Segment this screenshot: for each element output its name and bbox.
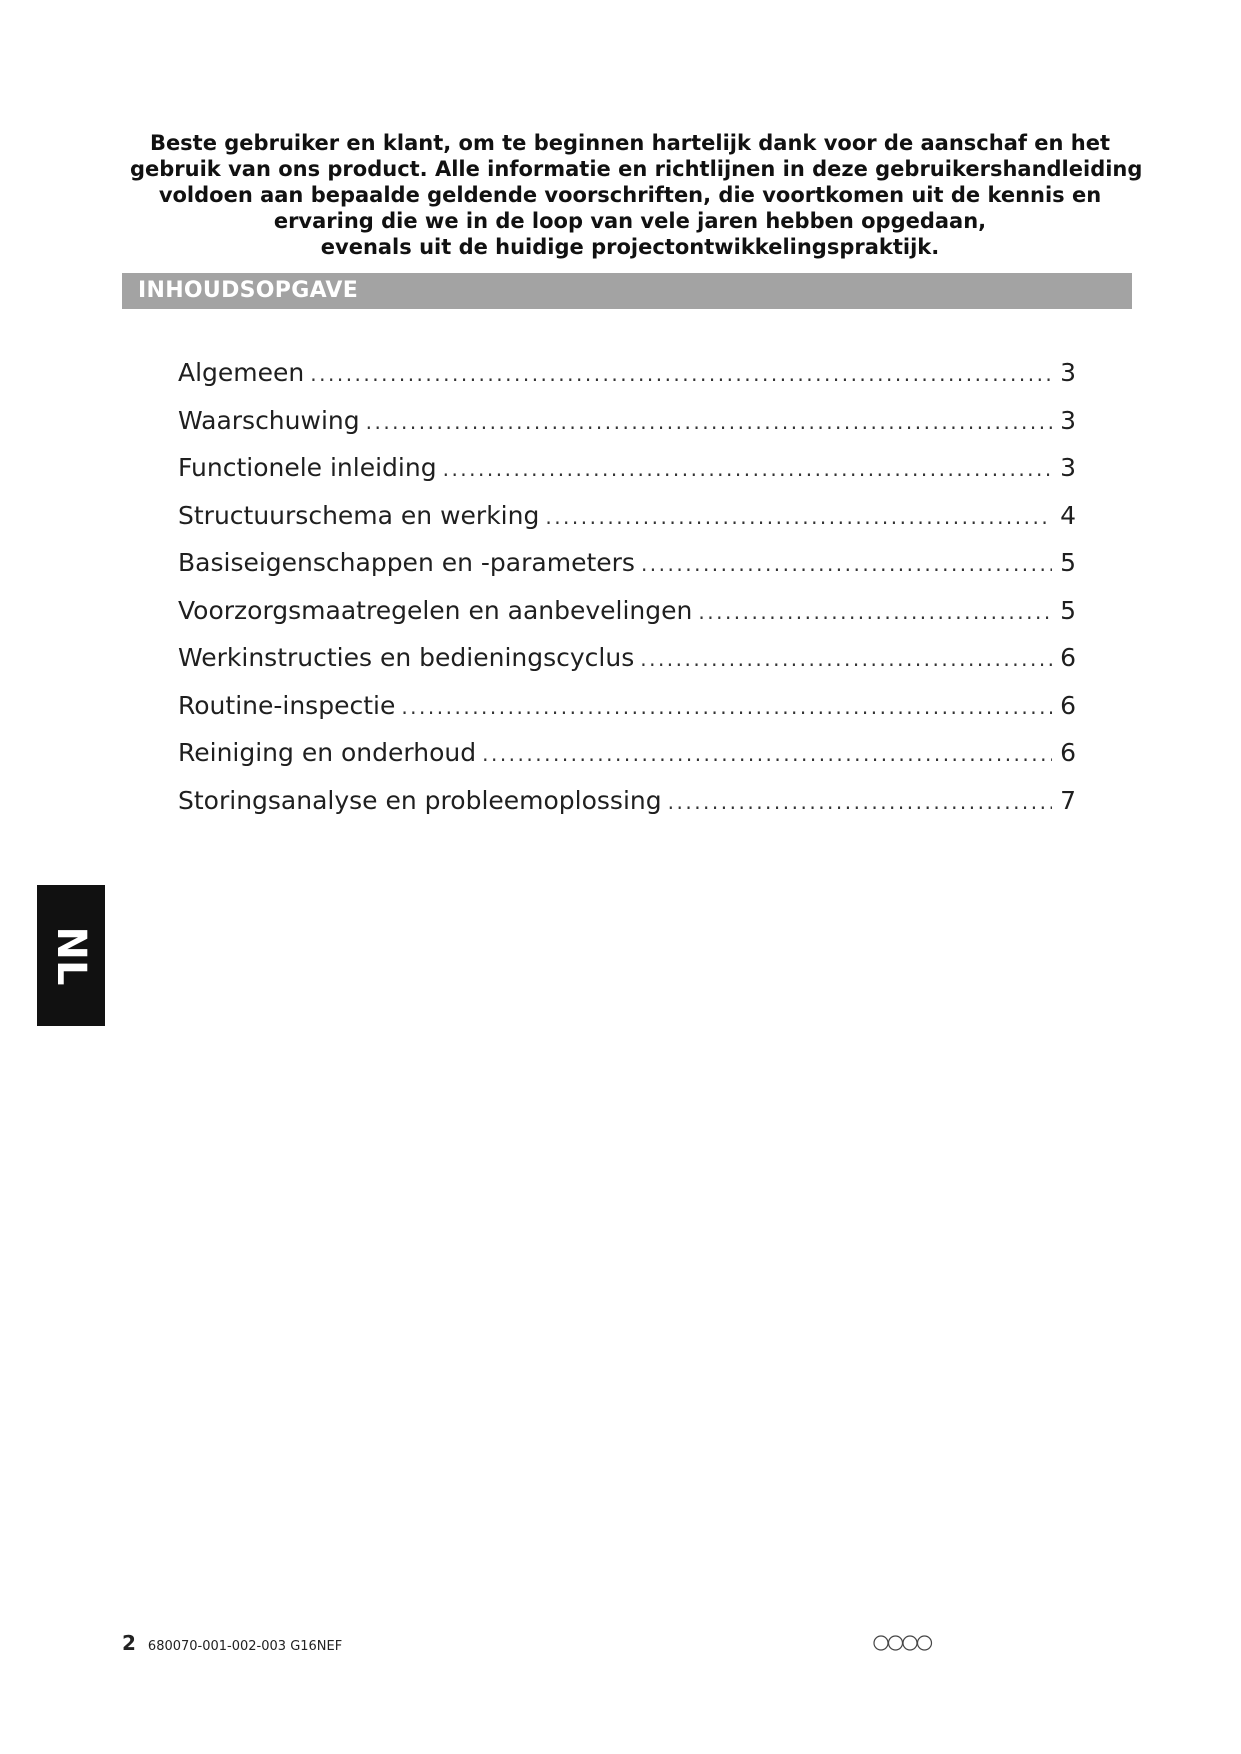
ring-1 [874, 1636, 888, 1650]
toc-entry-title: Reiniging en onderhoud [178, 738, 477, 767]
dot-leader [366, 410, 1052, 434]
toc-entry[interactable] [178, 406, 1076, 454]
intro-line: evenals uit de huidige projectontwikkelingspraktijk. [320, 235, 940, 259]
toc-entry-page: 3 [1060, 358, 1076, 387]
ring-2 [889, 1636, 903, 1650]
dot-leader [640, 647, 1052, 671]
table-of-contents [178, 358, 1076, 833]
toc-entry-title: Storingsanalyse en probleemoplossing [178, 785, 662, 815]
toc-entry[interactable] [178, 501, 1076, 549]
toc-entry[interactable] [178, 643, 1076, 691]
toc-entry[interactable] [178, 453, 1076, 501]
toc-entry-title: Structuurschema en werking [178, 500, 540, 530]
ring-3 [903, 1636, 917, 1650]
toc-entry[interactable] [178, 358, 1076, 406]
page-footer [122, 1631, 342, 1655]
toc-entry-title: Routine-inspectie [178, 690, 396, 720]
toc-entry[interactable] [178, 596, 1076, 644]
dot-leader [641, 552, 1052, 576]
dot-leader [401, 695, 1052, 719]
dot-leader [482, 742, 1052, 766]
page-number: 2 [122, 1631, 136, 1655]
toc-heading-bar [122, 273, 1132, 309]
intro-line: ervaring die we in de loop van vele jaren hebben opgedaan, [273, 209, 987, 233]
toc-entry-page: 7 [1060, 785, 1076, 815]
toc-entry-title: Basiseigenschappen en -parameters [178, 548, 635, 577]
dot-leader [668, 790, 1052, 814]
language-tab [37, 885, 105, 1026]
toc-entry-page: 6 [1060, 643, 1076, 672]
toc-entry-page: 6 [1060, 738, 1076, 767]
toc-entry-page: 5 [1060, 595, 1076, 625]
toc-entry-title: Voorzorgsmaatregelen en aanbevelingen [178, 595, 693, 625]
toc-entry[interactable] [178, 548, 1076, 596]
dot-leader [443, 457, 1052, 481]
toc-entry-page: 4 [1060, 500, 1076, 530]
dot-leader [698, 600, 1052, 624]
language-tab-label: NL [48, 926, 94, 985]
ring-4 [918, 1636, 932, 1650]
intro-line: gebruik van ons product. Alle informatie en richtlijnen in deze gebruikershandleiding [130, 157, 1143, 181]
toc-entry-title: Waarschuwing [178, 405, 360, 435]
document-code: 680070-001-002-003 G16NEF [147, 1639, 343, 1654]
toc-entry-title: Functionele inleiding [178, 453, 437, 482]
intro-paragraph [130, 130, 1143, 260]
toc-entry-page: 3 [1060, 405, 1076, 435]
intro-line: voldoen aan bepaalde geldende voorschriften, die voortkomen uit de kennis en [158, 183, 1102, 207]
toc-heading: INHOUDSOPGAVE [138, 278, 359, 303]
toc-entry-title: Algemeen [178, 358, 305, 387]
toc-entry-page: 5 [1060, 548, 1076, 577]
dot-leader [545, 505, 1052, 529]
toc-entry[interactable] [178, 786, 1076, 834]
toc-entry-page: 6 [1060, 690, 1076, 720]
toc-entry-title: Werkinstructies en bedieningscyclus [178, 643, 635, 672]
toc-entry[interactable] [178, 691, 1076, 739]
dot-leader [310, 362, 1052, 386]
toc-entry-page: 3 [1060, 453, 1076, 482]
toc-entry[interactable] [178, 738, 1076, 786]
intro-line: Beste gebruiker en klant, om te beginnen hartelijk dank voor de aanschaf en het [149, 131, 1111, 155]
four-rings-logo-icon [872, 1634, 934, 1652]
